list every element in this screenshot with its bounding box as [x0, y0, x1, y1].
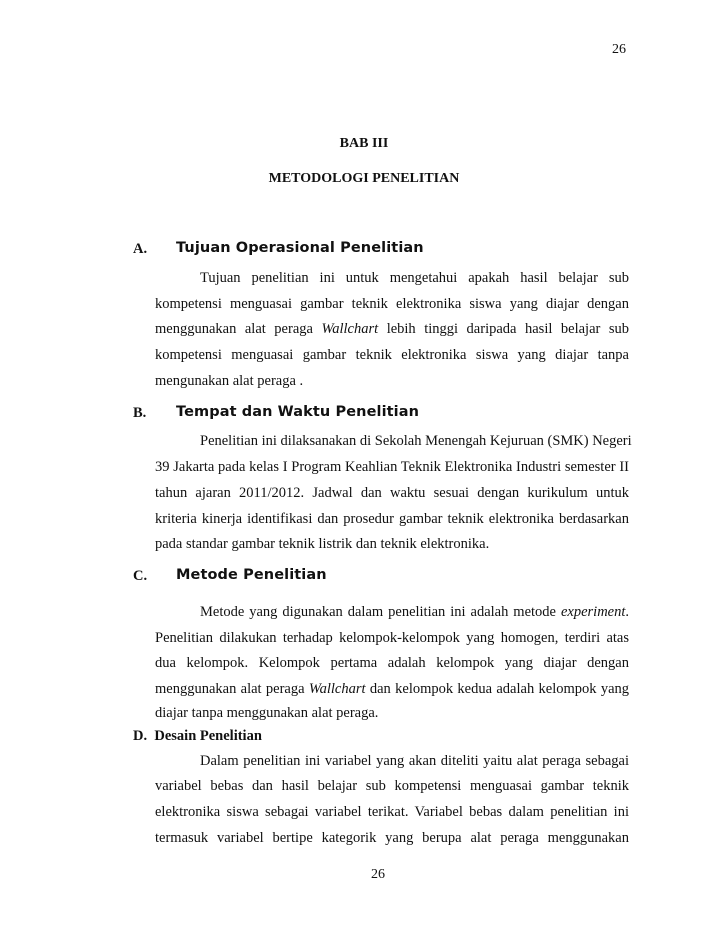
section-b-line-2: 39 Jakarta pada kelas I Program Keahlian Teknik Elektronika Industri semester II [155, 459, 629, 475]
section-a-line-3 [155, 320, 629, 338]
section-c-line-5: diajar tanpa menggunakan alat peraga. [155, 705, 379, 721]
section-a-line-5: mengunakan alat peraga . [155, 373, 304, 389]
section-b-title: Tempat dan Waktu Penelitian [176, 404, 420, 420]
chapter-title: METODOLOGI PENELITIAN [268, 171, 460, 186]
section-a-letter: A. [133, 241, 148, 257]
section-a-line-2: kompetensi menguasai gambar teknik elektronika siswa yang diajar dengan [155, 296, 629, 312]
section-a-line-4: kompetensi menguasai gambar teknik elektronika siswa yang diajar tanpa [155, 347, 629, 363]
section-b-line-1: Penelitian ini dilaksanakan di Sekolah Menengah Kejuruan (SMK) Negeri [200, 433, 632, 449]
section-c-line-3: dua kelompok. Kelompok pertama adalah kelompok yang diajar dengan [155, 655, 629, 671]
section-a-title: Tujuan Operasional Penelitian [176, 240, 424, 256]
section-d-letter: D. [133, 728, 148, 744]
footer-page-number: 26 [371, 867, 385, 882]
experiment-term: experiment [560, 604, 626, 620]
section-d-heading [133, 728, 262, 745]
section-d-line-1: Dalam penelitian ini variabel yang akan diteliti yaitu alat peraga sebagai [200, 753, 629, 769]
section-b-line-4: kriteria kinerja identifikasi dan prosedur gambar teknik elektronika berdasarkan [155, 511, 629, 527]
section-c-line-4-start: menggunakan alat peraga [155, 681, 305, 697]
section-c-line-1 [200, 603, 629, 621]
section-c-letter: C. [133, 568, 148, 584]
wallchart-term: Wallchart [308, 681, 366, 697]
section-d-title: Desain Penelitian [154, 728, 262, 744]
section-b-line-3: tahun ajaran 2011/2012. Jadwal dan waktu sesuai dengan kurikulum untuk [155, 485, 629, 501]
section-a-line-3-end: lebih tinggi daripada hasil belajar sub [386, 321, 630, 337]
section-a-line-3-start: menggunakan alat peraga [155, 321, 313, 337]
section-c-line-1-start: Metode yang digunakan dalam penelitian ini adalah metode [200, 604, 556, 620]
section-c-line-1-period: . [625, 604, 630, 620]
section-b-line-5: pada standar gambar teknik listrik dan teknik elektronika. [155, 536, 490, 552]
section-d-line-4: termasuk variabel bertipe kategorik yang berupa alat peraga menggunakan [155, 830, 629, 846]
chapter-label: BAB III [339, 136, 389, 151]
section-c-line-4-end: dan kelompok kedua adalah kelompok yang [369, 681, 630, 697]
section-c-line-4 [155, 680, 629, 698]
section-c-title: Metode Penelitian [176, 567, 327, 583]
section-a-line-1: Tujuan penelitian ini untuk mengetahui apakah hasil belajar sub [200, 270, 629, 286]
section-c-line-2: Penelitian dilakukan terhadap kelompok-kelompok yang homogen, terdiri atas [155, 630, 629, 646]
section-b-letter: B. [133, 405, 147, 421]
header-page-number: 26 [612, 42, 626, 57]
wallchart-term: Wallchart [321, 321, 379, 337]
section-d-line-3: elektronika siswa sebagai variabel terikat. Variabel bebas dalam penelitian ini [155, 804, 629, 820]
section-d-line-2: variabel bebas dan hasil belajar sub kompetensi menguasai gambar teknik [155, 778, 629, 794]
